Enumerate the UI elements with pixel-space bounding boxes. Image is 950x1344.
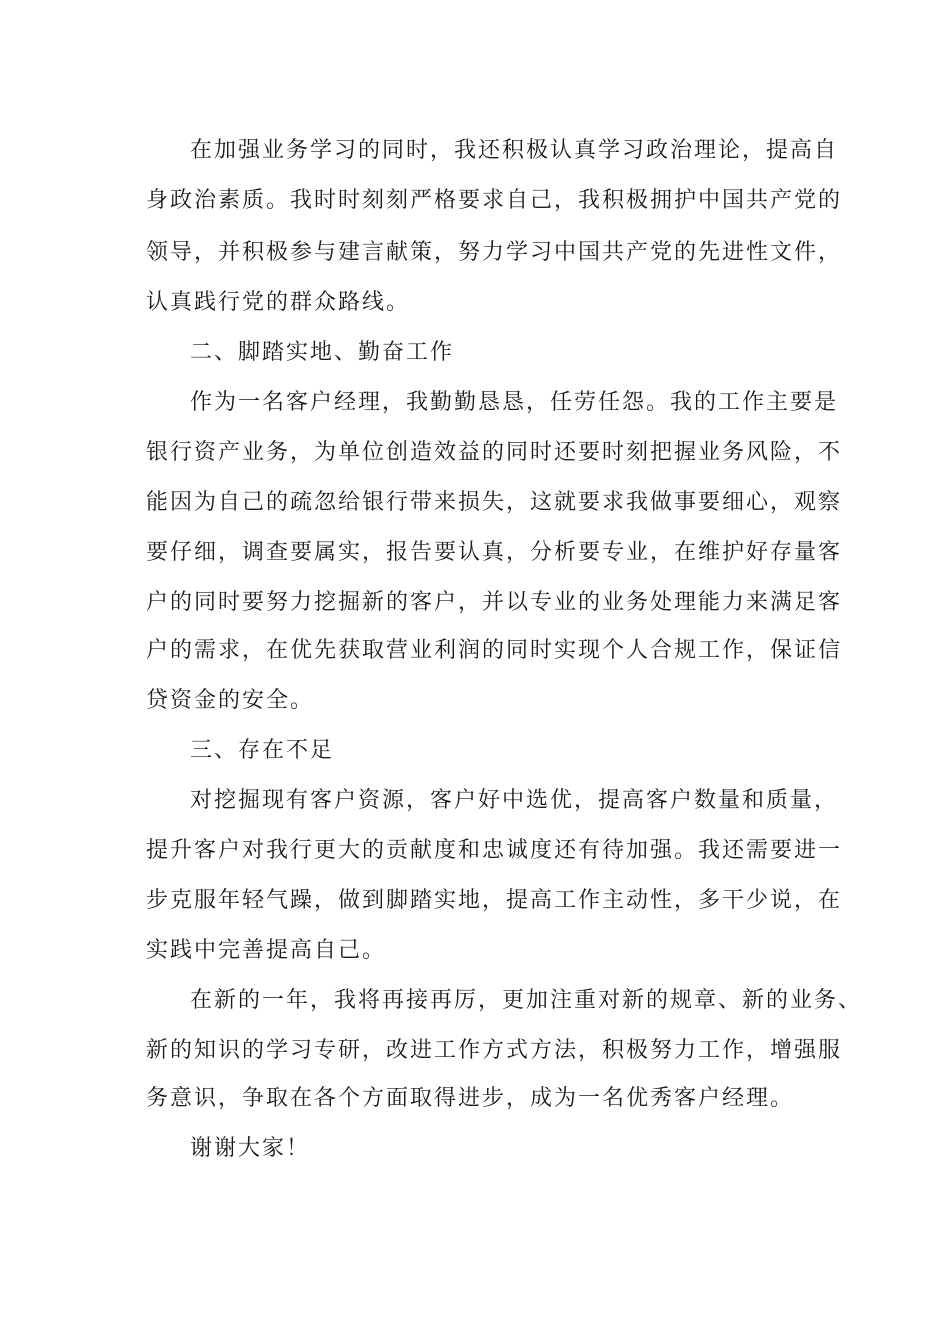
paragraph-line: 户的同时要努力挖掘新的客户，并以专业的业务处理能力来满足客 [146, 590, 843, 615]
section-heading: 二、脚踏实地、勤奋工作 [190, 340, 455, 365]
paragraph-line: 认真践行党的群众路线。 [146, 290, 411, 315]
paragraph-line: 对挖掘现有客户资源，客户好中选优，提高客户数量和质量， [190, 788, 839, 813]
paragraph-line: 贷资金的安全。 [146, 688, 315, 713]
paragraph-line: 在加强业务学习的同时，我还积极认真学习政治理论，提高自 [190, 138, 839, 163]
paragraph-line: 银行资产业务，为单位创造效益的同时还要时刻把握业务风险，不 [146, 440, 843, 465]
section-heading: 三、存在不足 [190, 738, 335, 763]
paragraph-line: 户的需求，在优先获取营业利润的同时实现个人合规工作，保证信 [146, 638, 843, 663]
paragraph-line: 作为一名客户经理，我勤勤恳恳，任劳任怨。我的工作主要是 [190, 390, 839, 415]
paragraph-line: 能因为自己的疏忽给银行带来损失，这就要求我做事要细心，观察 [146, 490, 843, 515]
paragraph-line: 实践中完善提高自己。 [146, 938, 387, 963]
paragraph-line: 在新的一年，我将再接再厉，更加注重对新的规章、新的业务、 [190, 988, 863, 1013]
paragraph-line: 步克服年轻气躁，做到脚踏实地，提高工作主动性，多干少说，在 [146, 888, 843, 913]
paragraph-line: 新的知识的学习专研，改进工作方式方法，积极努力工作，增强服 [146, 1038, 843, 1063]
paragraph-line: 领导，并积极参与建言献策，努力学习中国共产党的先进性文件， [146, 240, 843, 265]
closing-line: 谢谢大家！ [190, 1136, 311, 1161]
paragraph-line: 身政治素质。我时时刻刻严格要求自己，我积极拥护中国共产党的 [146, 188, 843, 213]
paragraph-line: 要仔细，调查要属实，报告要认真，分析要专业，在维护好存量客 [146, 540, 843, 565]
paragraph-line: 务意识，争取在各个方面取得进步，成为一名优秀客户经理。 [146, 1086, 795, 1111]
paragraph-line: 提升客户对我行更大的贡献度和忠诚度还有待加强。我还需要进一 [146, 838, 843, 863]
